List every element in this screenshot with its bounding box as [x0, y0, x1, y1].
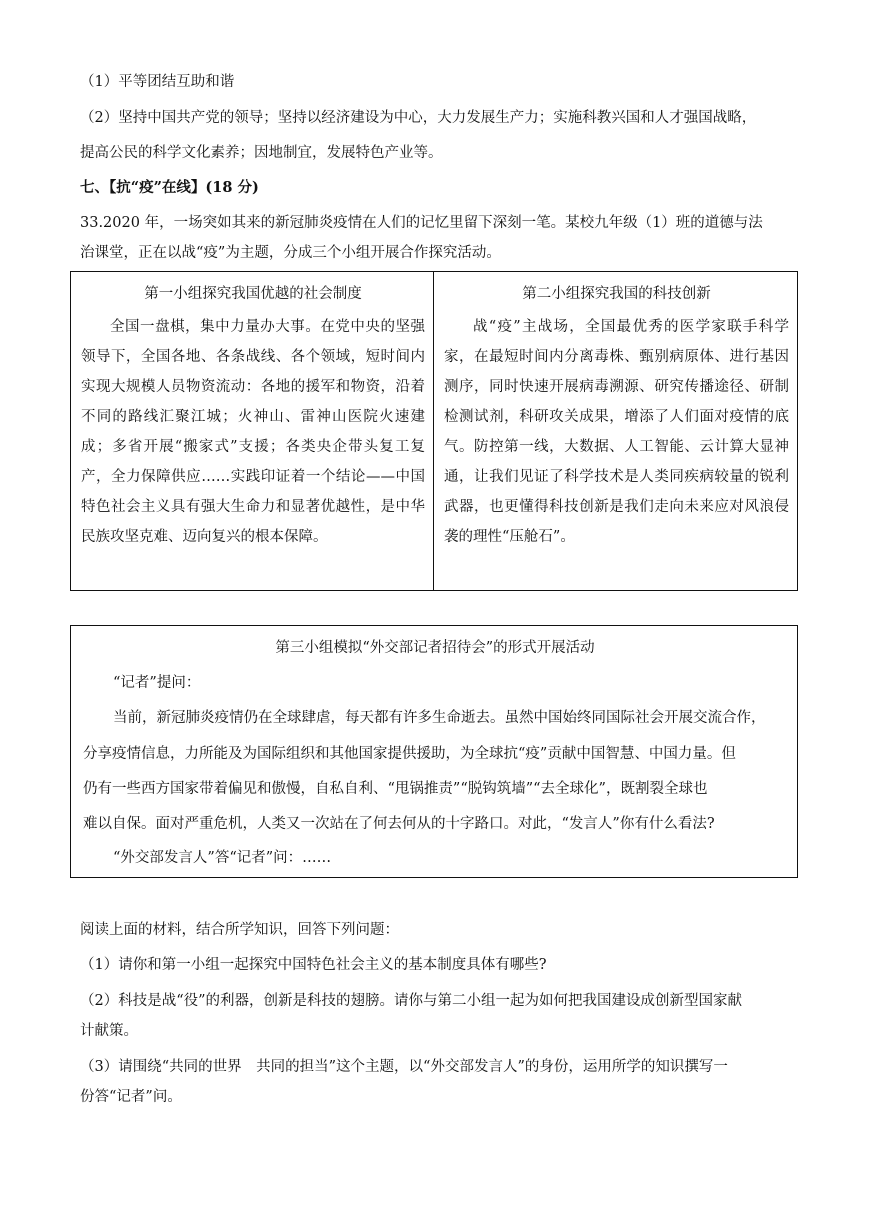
sub-question-3-line-1: （3）请围绕“共同的世界 共同的担当”这个主题，以“外交部发言人”的身份，运用所学的知识撰写一 — [80, 1059, 728, 1075]
answer-1: （1）平等团结互助和谐 — [80, 74, 235, 90]
sub-question-2-line-1: （2）科技是战“役”的利器，创新是科技的翅膀。请你与第二小组一起为如何把我国建设成创新型国家献 — [80, 993, 743, 1009]
group-1-body: 全国一盘棋，集中力量办大事。在党中央的坚强领导下，全国各地、各条战线、各个领域，短时间内实现大规模人员物资流动：各地的援军和物资，沿着不同的路线汇聚江城；火神山、雷神山医院火速建成；多省开展“搬家式”支援；各类央企带头复工复产，全力保障供应……实践印证着一个结论——中国特色社会主义具有强大生命力和显著优越性，是中华民族攻坚克难、迈向复兴的根本保障。 — [81, 319, 425, 545]
group-2-body: 战“疫”主战场，全国最优秀的医学家联手科学家，在最短时间内分离毒株、甄别病原体、进行基因测序，同时快速开展病毒溯源、研究传播途径、研制检测试剂，科研攻关成果，增添了人们面对疫情的底气。防控第一线，大数据、人工智能、云计算大显神通，让我们见证了科学技术是人类同疾病较量的锐利武器，也更懂得科技创新是我们走向未来应对风浪侵袭的理性“压舱石”。 — [444, 319, 789, 545]
sub-question-2-line-2: 计献策。 — [80, 1023, 138, 1039]
group-3-line-4: 仍有一些西方国家带着偏见和傲慢，自私自利、“甩锅推责”“脱钩筑墙”“去全球化”，既割裂全球也 — [83, 781, 708, 797]
group-3-line-5: 难以自保。面对严重危机，人类又一次站在了何去何从的十字路口。对此，“发言人”你有什么看法? — [83, 816, 715, 832]
group-3-line-2: 当前，新冠肺炎疫情仍在全球肆虐，每天都有许多生命逝去。虽然中国始终同国际社会开展交流合作， — [113, 710, 766, 726]
questions-intro: 阅读上面的材料，结合所学知识，回答下列问题： — [80, 922, 399, 938]
sub-question-1: （1）请你和第一小组一起探究中国特色社会主义的基本制度具体有哪些? — [80, 957, 547, 973]
group-1-title: 第一小组探究我国优越的社会制度 — [144, 286, 362, 302]
group-3-line-3: 分享疫情信息，力所能及为国际组织和其他国家提供援助，为全球抗“疫”贡献中国智慧、中国力量。但 — [83, 746, 736, 762]
reporter-question-label: “记者”提问： — [113, 675, 201, 691]
sub-question-3-line-2: 份答“记者”问。 — [80, 1089, 182, 1105]
group-2-cell — [434, 272, 797, 590]
group-1-cell — [71, 272, 434, 590]
group-3-box — [70, 625, 798, 878]
material-table — [70, 271, 798, 591]
answer-2-line-2: 提高公民的科学文化素养；因地制宜，发展特色产业等。 — [80, 145, 443, 161]
question-33-line-1: 33.2020 年，一场突如其来的新冠肺炎疫情在人们的记忆里留下深刻一笔。某校九年级（1）班的道德与法 — [80, 215, 763, 231]
spokesperson-answer-label: “外交部发言人”答“记者”问：…… — [113, 850, 332, 866]
question-33-line-2: 治课堂，正在以战“疫”为主题，分成三个小组开展合作探究活动。 — [80, 245, 501, 261]
group-3-title: 第三小组模拟“外交部记者招待会”的形式开展活动 — [275, 640, 595, 656]
answer-2-line-1: （2）坚持中国共产党的领导；坚持以经济建设为中心，大力发展生产力；实施科教兴国和人才强国战略， — [80, 110, 757, 126]
group-2-title: 第二小组探究我国的科技创新 — [522, 286, 711, 302]
section-heading: 七、【抗“疫”在线】(18 分) — [80, 179, 259, 196]
